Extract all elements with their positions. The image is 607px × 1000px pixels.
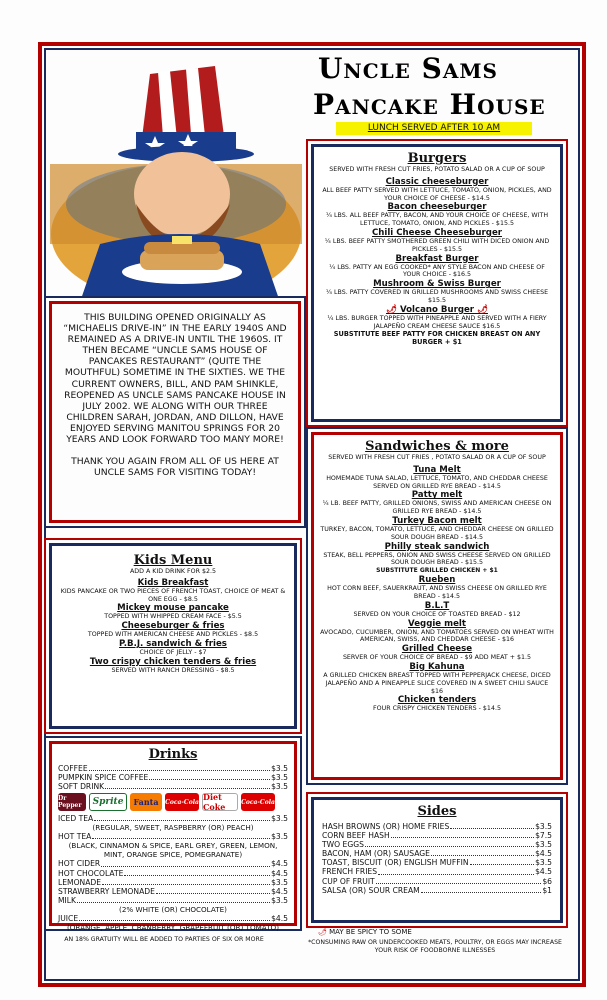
burger-item-desc: ¼ LBS. BEEF PATTY SMOTHERED GREEN CHILI WITH DICED ONION AND PICKLES - $15.5 — [324, 237, 550, 253]
drink-name: JUICE — [58, 913, 79, 923]
sandwich-item-name: Turkey Bacon melt — [392, 515, 482, 526]
side-row — [322, 840, 552, 849]
drink-name: HOT CIDER — [58, 859, 101, 869]
chili-pepper-icon: 🌶 — [477, 304, 488, 315]
chili-pepper-icon: 🌶 — [318, 928, 327, 936]
burger-item-desc: ¼ LBS. ALL BEEF PATTY, BACON, AND YOUR CHOICE OF CHEESE, WITH LETTUCE, TOMATO, ONION, AND PICKLES - $15.5 — [325, 212, 549, 228]
sprite-logo: Sprite — [89, 793, 127, 811]
drink-price: $3.5 — [271, 782, 288, 792]
drink-name: LEMONADE — [58, 877, 102, 887]
sandwich-item-desc: TURKEY, BACON, TOMATO, LETTUCE, AND CHEDDAR CHEESE ON GRILLED SOUR DOUGH BREAD - $14.5 — [320, 525, 554, 541]
drink-name: ICED TEA — [58, 814, 94, 824]
side-price: $3.5 — [535, 840, 552, 850]
side-row — [322, 867, 552, 876]
side-price: $3.5 — [535, 858, 552, 868]
burgers-heading: Burgers — [407, 151, 467, 166]
dot-leader — [156, 887, 270, 894]
drink-price: $3.5 — [271, 895, 288, 905]
burger-item-name: Classic cheeseburger — [385, 176, 489, 187]
dot-leader — [450, 822, 534, 829]
side-price: $6 — [542, 876, 552, 886]
dot-leader — [365, 840, 534, 847]
side-row — [322, 886, 552, 895]
burger-item-name: Breakfast Burger — [395, 253, 479, 264]
drink-name: MILK — [58, 895, 77, 905]
drink-name: SOFT DRINK — [58, 782, 105, 792]
drink-row — [58, 764, 288, 773]
sandwich-item-desc: SERVED ON YOUR CHOICE OF TOASTED BREAD - $12 — [353, 610, 521, 618]
soda-logos — [58, 793, 288, 811]
sandwich-item-name: Rueben — [418, 575, 456, 586]
kids-item-name: Two crispy chicken tenders & fries — [89, 656, 257, 667]
burger-item-name: Chili Cheese Cheeseburger — [371, 227, 503, 238]
uncle-sam-illustration — [40, 44, 312, 302]
side-price: $4.5 — [535, 867, 552, 877]
gratuity-note: AN 18% GRATUITY WILL BE ADDED TO PARTIES OF SIX OR MORE — [64, 936, 264, 943]
drink-row — [58, 859, 288, 868]
drink-price: $4.5 — [271, 913, 288, 923]
kids-heading: Kids Menu — [133, 553, 213, 568]
side-name: HASH BROWNS (OR) HOME FRIES — [322, 822, 450, 831]
dot-leader — [94, 814, 270, 821]
drink-price: $3.5 — [271, 764, 288, 773]
side-price: $7.5 — [535, 831, 552, 841]
side-row — [322, 849, 552, 858]
burger-item-desc: ALL BEEF PATTY SERVED WITH LETTUCE, TOMATO, ONION, PICKLES, AND YOUR CHOICE OF CHEESE - $14.5 — [322, 186, 552, 202]
drink-row — [58, 814, 288, 823]
burger-substitute-note: SUBSTITUTE BEEF PATTY FOR CHICKEN BREAST ON ANY BURGER + $1 — [333, 330, 541, 347]
dot-leader — [149, 773, 270, 780]
drink-name: HOT CHOCOLATE — [58, 868, 124, 878]
side-row — [322, 858, 552, 867]
drink-row — [58, 773, 288, 782]
burger-item-desc: ¼ LBS. PATTY COVERED IN GRILLED MUSHROOMS AND SWISS CHEESE $15.5 — [325, 289, 549, 304]
side-name: CUP OF FRUIT — [322, 876, 375, 886]
sides-heading: Sides — [417, 804, 457, 819]
drink-price: $3.5 — [271, 877, 288, 887]
drink-row — [58, 832, 288, 841]
side-name: SALSA (OR) SOUR CREAM — [322, 885, 420, 895]
side-price: $1 — [542, 885, 552, 895]
side-name: TWO EGGS — [322, 840, 364, 850]
kids-item-name: Mickey mouse pancake — [117, 603, 229, 614]
dot-leader — [77, 896, 270, 903]
dot-leader — [89, 764, 270, 771]
kids-item-desc: TOPPED WITH AMERICAN CHEESE AND PICKLES - $8.5 — [87, 631, 259, 639]
sandwich-item-desc: HOMEMADE TUNA SALAD, LETTUCE, TOMATO, AND CHEDDAR CHEESE SERVED ON GRILLED RYE BREAD - $14.5 — [326, 474, 548, 490]
drinks-panel — [49, 741, 297, 933]
dot-leader — [105, 782, 270, 789]
drink-price: $4.5 — [271, 868, 288, 878]
dot-leader — [102, 878, 270, 885]
dot-leader — [431, 849, 534, 856]
drink-note: (BLACK, CINNAMON & SPICE, EARL GREY, GREEN, LEMON, MINT, ORANGE SPICE, POMEGRANATE) — [68, 841, 278, 860]
side-price: $4.5 — [535, 849, 552, 859]
sides-panel — [311, 797, 563, 923]
drink-row — [58, 878, 288, 887]
sandwich-item-name: Tuna Melt — [413, 464, 461, 475]
drink-row — [58, 869, 288, 878]
burger-item-name: Bacon cheeseburger — [387, 202, 487, 213]
drink-note: (REGULAR, SWEET, RASPBERRY (OR) PEACH) — [92, 823, 254, 833]
burger-item-name: Mushroom & Swiss Burger — [373, 279, 501, 290]
side-row — [322, 822, 552, 831]
fanta-logo: Fanta — [130, 793, 162, 811]
lunch-banner: LUNCH SERVED AFTER 10 AM — [336, 122, 532, 135]
sandwich-item-desc: FOUR CRISPY CHICKEN TENDERS - $14.5 — [373, 705, 501, 713]
drink-note: (2% WHITE (OR) CHOCOLATE) — [119, 904, 227, 914]
sandwich-item-name: Chicken tenders — [397, 695, 477, 706]
drink-price: $4.5 — [271, 859, 288, 869]
drink-price: $4.5 — [271, 886, 288, 896]
sandwich-item-name: Patty melt — [411, 490, 463, 501]
title-line-2: Pancake House — [313, 88, 546, 121]
dot-leader — [391, 831, 534, 838]
kids-item-desc: CHOICE OF JELLY - $7 — [139, 648, 207, 656]
side-row — [322, 831, 552, 840]
story-paragraph: THIS BUILDING OPENED ORIGINALLY AS “MICHAELIS DRIVE-IN” IN THE EARLY 1940S AND REMAINED AS A DRIVE-IN UNTIL THE 1960S. IT THEN BECAME “UNCLE SAMS HOUSE OF PANCAKES RESTAURANT” (QUITE THE MOUTHFUL) SOMETIME IN THE SIXTIES. WE THE CURRENT OWNERS, BILL, AND PAM SHINKLE, REOPENED AS UNCLE SAMS PANCAKE HOUSE IN JULY 2002. WE ALONG WITH OUR THREE CHILDREN SARAH, JORDAN, AND DILLON, HAVE ENJOYED SERVING MANITOU SPRINGS FOR 20 YEARS AND LOOK FORWARD TOO MANY MORE! — [63, 312, 287, 446]
kids-drink-note: ADD A KID DRINK FOR $2.5 — [129, 568, 217, 575]
diet-coke-logo: Diet Coke — [202, 793, 238, 811]
spicy-label: MAY BE SPICY TO SOME — [329, 928, 412, 936]
title-line-1: Uncle Sams — [318, 52, 498, 85]
kids-item-name: Kids Breakfast — [137, 577, 209, 588]
dot-leader — [124, 869, 270, 876]
burgers-panel — [311, 144, 563, 422]
drink-name: STRAWBERRY LEMONADE — [58, 886, 155, 896]
kids-menu-panel — [49, 543, 297, 729]
sandwich-item-desc: ¼ LB. BEEF PATTY, GRILLED ONIONS, SWISS AND AMERICAN CHEESE ON GRILLED RYE BREAD - $14.5 — [322, 500, 552, 516]
kids-item-name: P.B.J. sandwich & fries — [119, 638, 227, 649]
dr-pepper-logo: Dr Pepper — [58, 793, 86, 811]
spicy-note — [318, 928, 518, 936]
sandwiches-panel — [311, 432, 563, 780]
sandwich-item-name: B.L.T — [424, 600, 450, 611]
side-name: TOAST, BISCUIT (OR) ENGLISH MUFFIN — [322, 858, 469, 868]
coca-cola-logo: Coca-Cola — [165, 793, 199, 811]
kids-item-desc: TOPPED WITH WHIPPED CREAM FACE - $5.5 — [104, 613, 242, 621]
side-row — [322, 877, 552, 886]
sandwich-item-name: Philly steak sandwich — [384, 541, 490, 552]
chili-pepper-icon: 🌶 — [386, 304, 397, 315]
side-name: BACON, HAM (OR) SAUSAGE — [322, 849, 430, 859]
history-story — [49, 301, 301, 523]
dot-leader — [79, 914, 270, 921]
drink-price: $3.5 — [271, 814, 288, 824]
burger-item-desc: ¼ LBS. BURGER TOPPED WITH PINEAPPLE AND SERVED WITH A FIERY JALAPEÑO CREAM CHEESE SAUCE $16.5 — [327, 314, 547, 330]
drink-name: COFFEE — [58, 764, 88, 773]
sandwich-item-desc: STEAK, BELL PEPPERS, ONION AND SWISS CHEESE SERVED ON GRILLED SOUR DOUGH BREAD - $15.5 — [323, 551, 551, 567]
dot-leader — [421, 886, 542, 893]
kids-item-desc: KIDS PANCAKE OR TWO PIECES OF FRENCH TOAST, CHOICE OF MEAT & ONE EGG - $8.5 — [60, 587, 286, 603]
sandwich-item-name: Big Kahuna — [409, 661, 465, 672]
drink-note: (ORANGE, APPLE, CRANBERRY, GRAPEFRUIT (OR) TOMATO) — [66, 923, 280, 933]
sandwich-item-desc: AVOCADO, CUCUMBER, ONION, AND TOMATOES SERVED ON WHEAT WITH AMERICAN, SWISS, AND CHEDDAR CHEESE - $16 — [320, 628, 554, 644]
drink-name: HOT TEA — [58, 832, 92, 842]
side-name: FRENCH FRIES — [322, 867, 378, 877]
burgers-intro: SERVED WITH FRESH CUT FRIES, POTATO SALAD OR A CUP OF SOUP — [329, 166, 545, 173]
dot-leader — [376, 877, 542, 884]
side-price: $3.5 — [535, 822, 552, 831]
drink-row — [58, 887, 288, 896]
drink-row — [58, 782, 288, 791]
dot-leader — [470, 858, 535, 865]
drink-price: $3.5 — [271, 773, 288, 783]
raw-food-warning: *CONSUMING RAW OR UNDERCOOKED MEATS, POULTRY, OR EGGS MAY INCREASE YOUR RISK OF FOODBORNE ILLNESSES — [308, 939, 562, 954]
sandwich-item-desc: A GRILLED CHICKEN BREAST TOPPED WITH PEPPERJACK CHEESE, DICED JALAPEÑO AND A PINEAPPLE SLICE COVERED IN A SWEET CHILI SAUCE $16 — [323, 671, 551, 695]
drink-name: PUMPKIN SPICE COFFEE — [58, 773, 149, 783]
kids-item-desc: SERVED WITH RANCH DRESSING - $8.5 — [111, 666, 235, 674]
drink-row — [58, 896, 288, 905]
dot-leader — [101, 859, 270, 866]
sandwich-item-desc: HOT CORN BEEF, SAUERKRAUT, AND SWISS CHEESE ON GRILLED RYE BREAD - $14.5 — [327, 585, 547, 600]
sandwich-item-name: Veggie melt — [408, 618, 466, 629]
side-name: CORN BEEF HASH — [322, 831, 390, 841]
sandwich-item-desc: SERVER OF YOUR CHOICE OF BREAD - $9 ADD MEAT + $1.5 — [342, 654, 532, 662]
burger-item-desc: ¼ LBS. PATTY AN EGG COOKED* ANY STYLE BACON AND CHEESE OF YOUR CHOICE - $16.5 — [329, 263, 545, 279]
volcano-burger-label: Volcano Burger — [399, 304, 475, 315]
dot-leader — [92, 832, 270, 839]
drink-price: $3.5 — [271, 832, 288, 842]
sandwich-substitute-note: SUBSTITUTE GRILLED CHICKEN + $1 — [376, 567, 498, 575]
story-paragraph: THANK YOU AGAIN FROM ALL OF US HERE AT UNCLE SAMS FOR VISITING TODAY! — [71, 456, 279, 479]
drink-row — [58, 914, 288, 923]
coca-cola-logo: Coca-Cola — [241, 793, 275, 811]
kids-item-name: Cheeseburger & fries — [121, 621, 225, 632]
drinks-heading: Drinks — [148, 747, 198, 762]
sandwiches-intro: SERVED WITH FRESH CUT FRIES , POTATO SALAD OR A CUP OF SOUP — [328, 454, 546, 461]
sandwich-item-name: Grilled Cheese — [401, 644, 473, 655]
burger-item-name — [320, 305, 554, 315]
dot-leader — [378, 867, 534, 874]
sandwiches-heading: Sandwiches & more — [365, 439, 509, 454]
